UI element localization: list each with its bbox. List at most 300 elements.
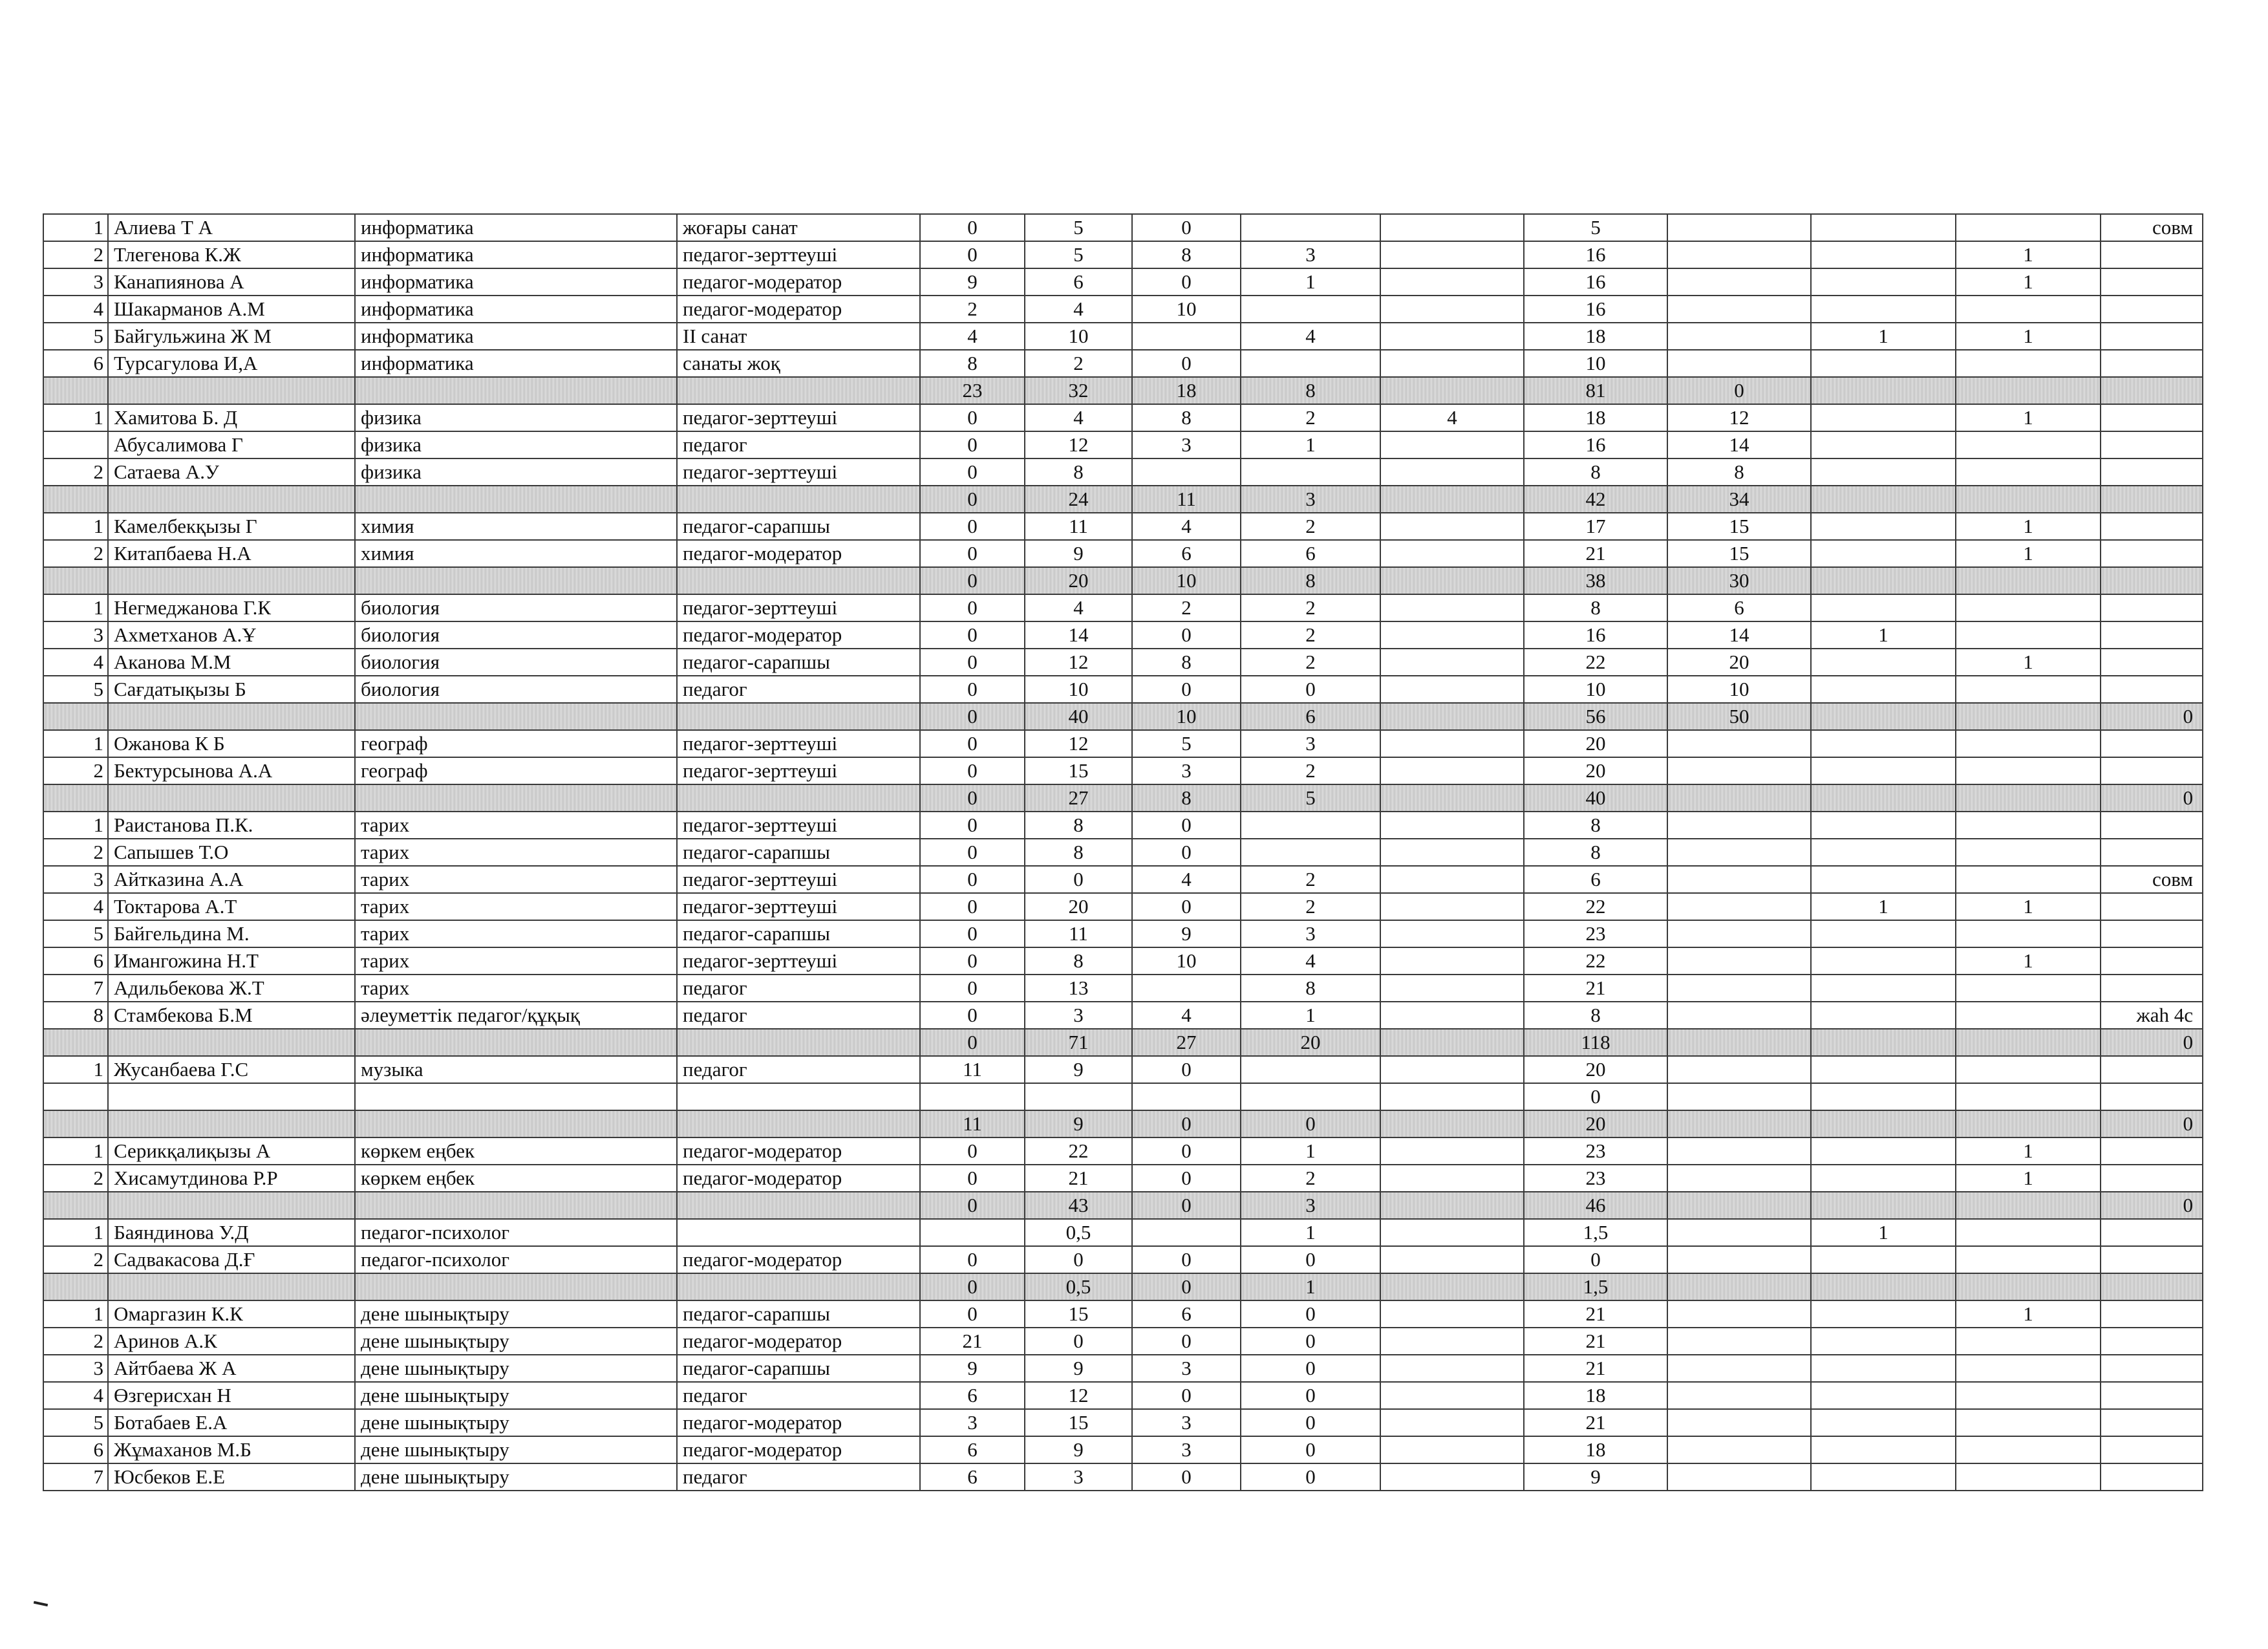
cell-name — [108, 486, 355, 513]
cell-subject — [355, 1083, 677, 1110]
cell-no: 2 — [43, 458, 108, 486]
cell-total: 17 — [1524, 513, 1667, 540]
cell-c3 — [1132, 323, 1241, 350]
cell-c3: 6 — [1132, 1300, 1241, 1328]
cell-c1: 0 — [920, 404, 1025, 431]
cell-c2: 4 — [1025, 296, 1132, 323]
cell-c9: 1 — [1956, 323, 2101, 350]
cell-c9: 1 — [1956, 893, 2101, 920]
cell-c4 — [1241, 296, 1380, 323]
cell-c9 — [1956, 1002, 2101, 1029]
cell-subject — [355, 1029, 677, 1056]
cell-c9 — [1956, 1328, 2101, 1355]
cell-c3: 0 — [1132, 1328, 1241, 1355]
cell-c2: 15 — [1025, 757, 1132, 784]
cell-note — [2101, 1246, 2203, 1273]
cell-category: педагог-зерттеуші — [677, 458, 920, 486]
cell-no: 3 — [43, 268, 108, 296]
cell-note — [2101, 241, 2203, 268]
cell-subject: дене шынықтыру — [355, 1382, 677, 1409]
cell-c3: 4 — [1132, 1002, 1241, 1029]
cell-c2: 11 — [1025, 920, 1132, 947]
cell-c3: 27 — [1132, 1029, 1241, 1056]
cell-c2: 0 — [1025, 1328, 1132, 1355]
table-row — [43, 649, 2203, 676]
cell-c9 — [1956, 975, 2101, 1002]
cell-c2: 12 — [1025, 1382, 1132, 1409]
cell-c4: 3 — [1241, 1192, 1380, 1219]
cell-c2: 13 — [1025, 975, 1132, 1002]
cell-name: Тлегенова К.Ж — [108, 241, 355, 268]
cell-c9 — [1956, 1110, 2101, 1137]
cell-c2: 4 — [1025, 594, 1132, 621]
cell-category: педагог-зерттеуші — [677, 730, 920, 757]
cell-category: педагог-зерттеуші — [677, 594, 920, 621]
cell-c3: 11 — [1132, 486, 1241, 513]
cell-total: 16 — [1524, 431, 1667, 458]
cell-c4: 0 — [1241, 1300, 1380, 1328]
cell-name: Китапбаева Н.А — [108, 540, 355, 567]
cell-note — [2101, 1355, 2203, 1382]
cell-c7 — [1667, 920, 1811, 947]
table-row — [43, 1463, 2203, 1491]
cell-c8 — [1811, 486, 1956, 513]
cell-note — [2101, 594, 2203, 621]
cell-subject: дене шынықтыру — [355, 1463, 677, 1491]
cell-category: педагог-модератор — [677, 1165, 920, 1192]
cell-total: 0 — [1524, 1083, 1667, 1110]
cell-c2: 32 — [1025, 377, 1132, 404]
cell-note: 0 — [2101, 1110, 2203, 1137]
cell-name: Жұмаханов М.Б — [108, 1436, 355, 1463]
cell-c4: 1 — [1241, 1219, 1380, 1246]
cell-c7: 8 — [1667, 458, 1811, 486]
table-row — [43, 404, 2203, 431]
cell-c7 — [1667, 947, 1811, 975]
cell-subject: биология — [355, 676, 677, 703]
cell-c9 — [1956, 812, 2101, 839]
cell-no: 3 — [43, 866, 108, 893]
cell-no: 4 — [43, 296, 108, 323]
subtotal-row — [43, 567, 2203, 594]
cell-category: педагог-модератор — [677, 1137, 920, 1165]
cell-category: педагог — [677, 431, 920, 458]
cell-c9 — [1956, 214, 2101, 241]
cell-c4 — [1241, 1083, 1380, 1110]
cell-total: 16 — [1524, 621, 1667, 649]
cell-subject: химия — [355, 513, 677, 540]
cell-c8 — [1811, 730, 1956, 757]
cell-no — [43, 1029, 108, 1056]
cell-c3: 0 — [1132, 268, 1241, 296]
cell-c2: 6 — [1025, 268, 1132, 296]
cell-c7: 15 — [1667, 540, 1811, 567]
cell-category: педагог-зерттеуші — [677, 893, 920, 920]
cell-c2: 0,5 — [1025, 1219, 1132, 1246]
cell-note — [2101, 1409, 2203, 1436]
cell-note — [2101, 975, 2203, 1002]
subtotal-row — [43, 486, 2203, 513]
cell-name — [108, 1083, 355, 1110]
cell-c5 — [1380, 676, 1524, 703]
cell-total: 16 — [1524, 268, 1667, 296]
cell-c2: 9 — [1025, 1355, 1132, 1382]
table-row — [43, 1300, 2203, 1328]
cell-c3: 0 — [1132, 893, 1241, 920]
cell-note — [2101, 513, 2203, 540]
cell-total: 40 — [1524, 784, 1667, 812]
cell-c9 — [1956, 1029, 2101, 1056]
cell-total: 23 — [1524, 920, 1667, 947]
cell-c7 — [1667, 1463, 1811, 1491]
cell-subject: тарих — [355, 839, 677, 866]
cell-category: педагог-сарапшы — [677, 1300, 920, 1328]
cell-c7 — [1667, 784, 1811, 812]
cell-c7 — [1667, 350, 1811, 377]
cell-c5 — [1380, 1273, 1524, 1300]
table-row — [43, 594, 2203, 621]
subtotal-row — [43, 377, 2203, 404]
cell-c1: 0 — [920, 214, 1025, 241]
cell-c2: 22 — [1025, 1137, 1132, 1165]
cell-category: педагог — [677, 975, 920, 1002]
cell-subject: дене шынықтыру — [355, 1300, 677, 1328]
cell-c8 — [1811, 377, 1956, 404]
table-row — [43, 1056, 2203, 1083]
cell-name: Серикқалиқызы А — [108, 1137, 355, 1165]
table-row — [43, 241, 2203, 268]
cell-c1: 0 — [920, 567, 1025, 594]
table-row — [43, 730, 2203, 757]
cell-c8 — [1811, 1328, 1956, 1355]
cell-category: педагог-модератор — [677, 296, 920, 323]
cell-c9 — [1956, 431, 2101, 458]
cell-no: 7 — [43, 975, 108, 1002]
cell-c7 — [1667, 1056, 1811, 1083]
cell-c5 — [1380, 431, 1524, 458]
cell-c3: 18 — [1132, 377, 1241, 404]
cell-c3: 4 — [1132, 513, 1241, 540]
cell-c5 — [1380, 812, 1524, 839]
cell-subject: тарих — [355, 947, 677, 975]
cell-note — [2101, 458, 2203, 486]
cell-c2: 11 — [1025, 513, 1132, 540]
cell-name: Садвакасова Д.Ғ — [108, 1246, 355, 1273]
cell-c5 — [1380, 214, 1524, 241]
cell-subject: әлеуметтік педагог/құқық — [355, 1002, 677, 1029]
cell-c2: 8 — [1025, 839, 1132, 866]
cell-c8 — [1811, 1273, 1956, 1300]
cell-c1: 0 — [920, 730, 1025, 757]
cell-c5 — [1380, 839, 1524, 866]
cell-note — [2101, 1328, 2203, 1355]
cell-category — [677, 1110, 920, 1137]
table-row — [43, 1002, 2203, 1029]
cell-c2: 40 — [1025, 703, 1132, 730]
cell-note: жаһ 4с — [2101, 1002, 2203, 1029]
table-body — [43, 214, 2203, 1491]
cell-subject: дене шынықтыру — [355, 1355, 677, 1382]
cell-c4: 1 — [1241, 431, 1380, 458]
cell-category — [677, 703, 920, 730]
cell-no: 2 — [43, 1165, 108, 1192]
cell-total: 21 — [1524, 1355, 1667, 1382]
cell-name — [108, 1029, 355, 1056]
cell-no — [43, 1273, 108, 1300]
table-row — [43, 540, 2203, 567]
cell-category: санаты жоқ — [677, 350, 920, 377]
cell-c3: 3 — [1132, 1355, 1241, 1382]
cell-c3: 0 — [1132, 1165, 1241, 1192]
cell-c3: 3 — [1132, 1409, 1241, 1436]
cell-c1: 0 — [920, 839, 1025, 866]
cell-c4: 3 — [1241, 730, 1380, 757]
cell-c1: 0 — [920, 866, 1025, 893]
cell-no: 1 — [43, 1219, 108, 1246]
cell-c1: 0 — [920, 1137, 1025, 1165]
table-row — [43, 458, 2203, 486]
cell-subject: биология — [355, 649, 677, 676]
cell-category: педагог-сарапшы — [677, 920, 920, 947]
cell-total: 22 — [1524, 947, 1667, 975]
cell-c7 — [1667, 1328, 1811, 1355]
cell-c4: 8 — [1241, 377, 1380, 404]
cell-c1: 0 — [920, 241, 1025, 268]
cell-c3: 3 — [1132, 1436, 1241, 1463]
cell-note — [2101, 1137, 2203, 1165]
cell-c8 — [1811, 594, 1956, 621]
cell-c2: 24 — [1025, 486, 1132, 513]
cell-c3: 0 — [1132, 1056, 1241, 1083]
cell-c9 — [1956, 1056, 2101, 1083]
cell-c9: 1 — [1956, 649, 2101, 676]
cell-category: педагог-зерттеуші — [677, 241, 920, 268]
cell-c1: 0 — [920, 1273, 1025, 1300]
cell-no — [43, 1192, 108, 1219]
scan-mark — [34, 1601, 48, 1606]
cell-c3: 0 — [1132, 214, 1241, 241]
cell-c3: 3 — [1132, 431, 1241, 458]
table-row — [43, 812, 2203, 839]
cell-c1: 0 — [920, 431, 1025, 458]
cell-c8: 1 — [1811, 621, 1956, 649]
cell-name: Ожанова К Б — [108, 730, 355, 757]
cell-c2: 15 — [1025, 1300, 1132, 1328]
table-row — [43, 757, 2203, 784]
cell-c4: 1 — [1241, 1002, 1380, 1029]
cell-c9 — [1956, 839, 2101, 866]
cell-category: педагог-зерттеуші — [677, 404, 920, 431]
cell-c7 — [1667, 893, 1811, 920]
cell-c4: 2 — [1241, 513, 1380, 540]
cell-c8 — [1811, 350, 1956, 377]
cell-c5 — [1380, 1300, 1524, 1328]
cell-c8 — [1811, 241, 1956, 268]
cell-c2 — [1025, 1083, 1132, 1110]
cell-c2: 2 — [1025, 350, 1132, 377]
cell-c3 — [1132, 1219, 1241, 1246]
cell-c8 — [1811, 1002, 1956, 1029]
cell-name — [108, 377, 355, 404]
cell-c8 — [1811, 1029, 1956, 1056]
cell-subject — [355, 377, 677, 404]
cell-c1: 11 — [920, 1110, 1025, 1137]
cell-c5 — [1380, 323, 1524, 350]
cell-c2: 9 — [1025, 1056, 1132, 1083]
cell-c8: 1 — [1811, 1219, 1956, 1246]
cell-category — [677, 567, 920, 594]
cell-c5: 4 — [1380, 404, 1524, 431]
cell-subject: информатика — [355, 241, 677, 268]
table-row — [43, 513, 2203, 540]
cell-no — [43, 431, 108, 458]
cell-c1: 0 — [920, 621, 1025, 649]
cell-c4: 0 — [1241, 1110, 1380, 1137]
cell-category: педагог-модератор — [677, 1409, 920, 1436]
cell-c2: 20 — [1025, 567, 1132, 594]
cell-c2: 10 — [1025, 323, 1132, 350]
cell-name: Сапышев Т.О — [108, 839, 355, 866]
cell-category: жоғары санат — [677, 214, 920, 241]
cell-c2: 9 — [1025, 1436, 1132, 1463]
cell-c4: 0 — [1241, 1463, 1380, 1491]
cell-c7 — [1667, 1219, 1811, 1246]
cell-c8 — [1811, 268, 1956, 296]
table-row — [43, 1355, 2203, 1382]
cell-c7 — [1667, 214, 1811, 241]
cell-c9 — [1956, 1382, 2101, 1409]
cell-note: 0 — [2101, 784, 2203, 812]
cell-note — [2101, 1083, 2203, 1110]
cell-c8 — [1811, 757, 1956, 784]
cell-c9: 1 — [1956, 404, 2101, 431]
cell-c7 — [1667, 1355, 1811, 1382]
table-row — [43, 296, 2203, 323]
cell-total: 118 — [1524, 1029, 1667, 1056]
cell-c2: 3 — [1025, 1002, 1132, 1029]
cell-note — [2101, 621, 2203, 649]
subtotal-row — [43, 703, 2203, 730]
cell-category: II санат — [677, 323, 920, 350]
cell-c8: 1 — [1811, 323, 1956, 350]
cell-no — [43, 703, 108, 730]
cell-c5 — [1380, 540, 1524, 567]
cell-subject: информатика — [355, 296, 677, 323]
cell-name: Адильбекова Ж.Т — [108, 975, 355, 1002]
cell-c4: 0 — [1241, 1409, 1380, 1436]
cell-no: 2 — [43, 241, 108, 268]
cell-total: 1,5 — [1524, 1219, 1667, 1246]
cell-no — [43, 1110, 108, 1137]
cell-no: 2 — [43, 1328, 108, 1355]
cell-note: совм — [2101, 866, 2203, 893]
cell-total: 6 — [1524, 866, 1667, 893]
cell-total: 38 — [1524, 567, 1667, 594]
cell-category: педагог — [677, 1056, 920, 1083]
cell-subject — [355, 784, 677, 812]
cell-category — [677, 784, 920, 812]
cell-c5 — [1380, 1382, 1524, 1409]
cell-c9 — [1956, 1246, 2101, 1273]
cell-c5 — [1380, 1137, 1524, 1165]
cell-note: совм — [2101, 214, 2203, 241]
cell-c5 — [1380, 1083, 1524, 1110]
cell-no: 2 — [43, 839, 108, 866]
cell-c7 — [1667, 975, 1811, 1002]
cell-name: Сағдатықызы Б — [108, 676, 355, 703]
cell-c4: 0 — [1241, 1328, 1380, 1355]
cell-c3: 0 — [1132, 350, 1241, 377]
cell-c9: 1 — [1956, 241, 2101, 268]
cell-c1: 0 — [920, 812, 1025, 839]
cell-subject: педагог-психолог — [355, 1246, 677, 1273]
cell-c1: 2 — [920, 296, 1025, 323]
table-row — [43, 214, 2203, 241]
cell-total: 56 — [1524, 703, 1667, 730]
cell-note — [2101, 1056, 2203, 1083]
table-row — [43, 1083, 2203, 1110]
cell-total: 8 — [1524, 594, 1667, 621]
cell-no: 1 — [43, 513, 108, 540]
cell-c2: 8 — [1025, 947, 1132, 975]
cell-name: Жусанбаева Г.С — [108, 1056, 355, 1083]
cell-name: Сатаева А.У — [108, 458, 355, 486]
cell-c1: 0 — [920, 486, 1025, 513]
cell-c4: 2 — [1241, 757, 1380, 784]
cell-total: 22 — [1524, 893, 1667, 920]
cell-name — [108, 703, 355, 730]
cell-no — [43, 784, 108, 812]
cell-name: Хисамутдинова Р.Р — [108, 1165, 355, 1192]
cell-category: педагог — [677, 1463, 920, 1491]
cell-c2: 12 — [1025, 431, 1132, 458]
table-row — [43, 268, 2203, 296]
cell-c3: 0 — [1132, 676, 1241, 703]
cell-no: 5 — [43, 920, 108, 947]
cell-total: 16 — [1524, 241, 1667, 268]
cell-c1: 0 — [920, 757, 1025, 784]
cell-c3 — [1132, 975, 1241, 1002]
cell-c7: 0 — [1667, 377, 1811, 404]
cell-c7 — [1667, 1192, 1811, 1219]
cell-subject: химия — [355, 540, 677, 567]
cell-c1: 23 — [920, 377, 1025, 404]
cell-c2: 0,5 — [1025, 1273, 1132, 1300]
cell-note — [2101, 1463, 2203, 1491]
cell-c9: 1 — [1956, 1300, 2101, 1328]
cell-c5 — [1380, 1002, 1524, 1029]
cell-c4: 2 — [1241, 1165, 1380, 1192]
cell-c1: 0 — [920, 1192, 1025, 1219]
cell-total: 23 — [1524, 1165, 1667, 1192]
cell-no — [43, 486, 108, 513]
cell-no: 1 — [43, 594, 108, 621]
table-row — [43, 1246, 2203, 1273]
cell-c1: 0 — [920, 676, 1025, 703]
cell-c4 — [1241, 839, 1380, 866]
cell-c1: 0 — [920, 784, 1025, 812]
cell-c8 — [1811, 649, 1956, 676]
subtotal-row — [43, 1273, 2203, 1300]
cell-c1: 11 — [920, 1056, 1025, 1083]
cell-c3: 0 — [1132, 1463, 1241, 1491]
cell-note: 0 — [2101, 703, 2203, 730]
cell-total: 9 — [1524, 1463, 1667, 1491]
table-row — [43, 323, 2203, 350]
cell-c2: 71 — [1025, 1029, 1132, 1056]
cell-c3: 0 — [1132, 1110, 1241, 1137]
cell-subject: биология — [355, 594, 677, 621]
